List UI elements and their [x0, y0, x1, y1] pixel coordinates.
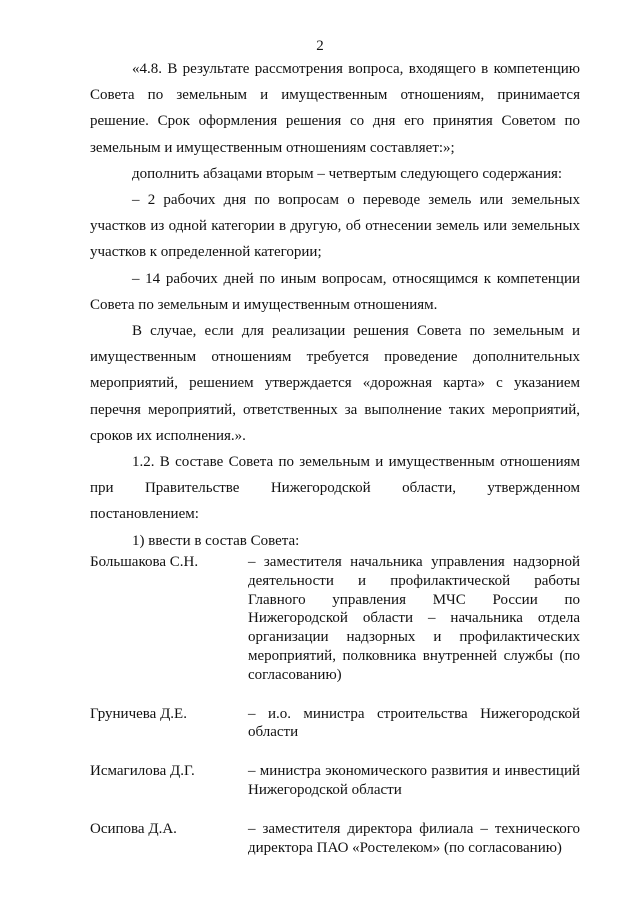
member-name: Осипова Д.А.: [90, 820, 177, 837]
paragraph-4-8: «4.8. В результате рассмотрения вопроса, входящего в компетенцию Совета по земельным и имущественным отношениям, принимается решение. Срок оформления решения со дня его принятия Советом по земельным и имущественным отношениям составляет:»;: [90, 61, 580, 156]
member-name: Исмагилова Д.Г.: [90, 763, 195, 780]
member-row: [90, 705, 580, 743]
member-role: – и.о. министра строительства Нижегородской области: [248, 705, 580, 741]
member-row: [90, 553, 580, 685]
member-role: – министра экономического развития и инвестиций Нижегородской области: [248, 763, 580, 798]
member-name: Груничева Д.Е.: [90, 705, 187, 722]
paragraph-1-2: 1.2. В составе Совета по земельным и имущественным отношениям при Правительстве Нижегородской области, утвержденном постановлением:: [90, 454, 580, 523]
page-number: 2: [316, 38, 324, 54]
member-row: [90, 762, 580, 800]
member-row: [90, 820, 580, 858]
member-role: – заместителя директора филиала – технического директора ПАО «Ростелеком» (по согласованию): [248, 820, 580, 856]
paragraph-2-days: – 2 рабочих дня по вопросам о переводе земель или земельных участков из одной категории в другую, об отнесении земель или земельных участков к определенной категории;: [90, 192, 580, 261]
member-name: Большакова С.Н.: [90, 554, 199, 570]
member-list: [90, 553, 580, 877]
paragraph-supplement: дополнить абзацами вторым – четвертым следующего содержания:: [132, 165, 563, 182]
paragraph-roadmap: В случае, если для реализации решения Совета по земельным и имущественным отношениям требуется проведение дополнительных мероприятий, решением утверждается «дорожная карта» с указанием перечня мероприятий, ответственных за выполнение таких мероприятий, сроков их исполнения.».: [90, 323, 580, 444]
member-role: – заместителя начальника управления надзорной деятельности и профилактической работы Главного управления МЧС России по Нижегородской области – начальника отдела организации надзорных и профилактических мероприятий, полковника внутренней службы (по согласованию): [248, 554, 580, 683]
paragraph-14-days: – 14 рабочих дней по иным вопросам, относящимся к компетенции Совета по земельным и имущественным отношениям.: [90, 270, 580, 313]
paragraph-add-members: 1) ввести в состав Совета:: [132, 532, 300, 549]
document-body: [90, 56, 580, 554]
